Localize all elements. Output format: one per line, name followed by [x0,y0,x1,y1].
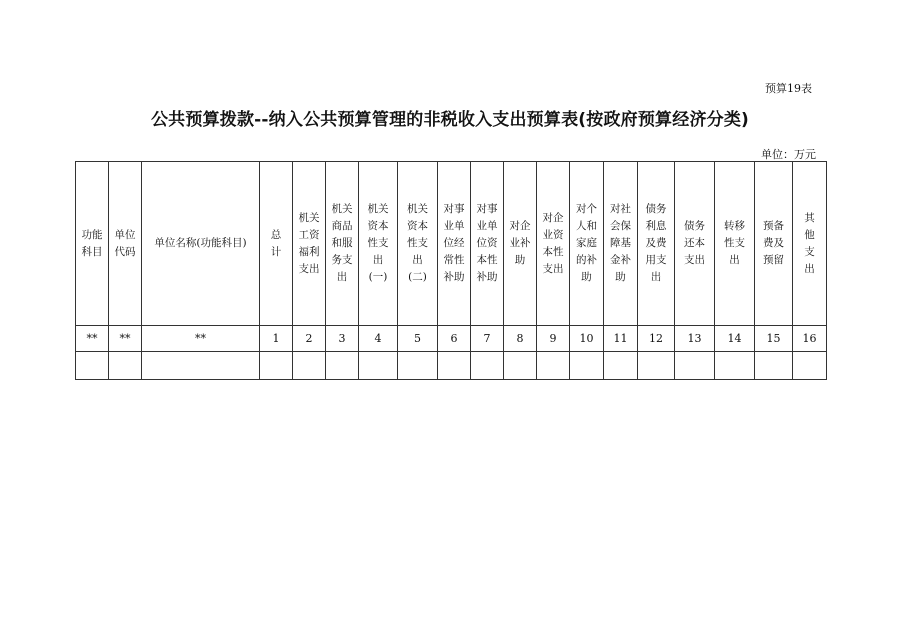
header-label: 转移 性支 出 [724,220,745,266]
header-cell [142,162,260,326]
empty-cell [604,352,638,380]
header-cell [359,162,398,326]
header-label: 机关 资本 性支 出 (一) [367,203,389,283]
empty-cell [293,352,326,380]
index-cell: 1 [260,326,293,352]
empty-row [76,352,827,380]
index-cell: 7 [471,326,504,352]
page-title: 公共预算拨款--纳入公共预算管理的非税收入支出预算表(按政府预算经济分类) [150,110,750,130]
header-label: 债务 利息 及费 用支 出 [645,203,667,283]
header-cell [293,162,326,326]
header-label: 对个 人和 家庭 的补 助 [576,203,597,283]
header-cell [604,162,638,326]
index-cell: 10 [570,326,604,352]
empty-cell [755,352,793,380]
index-cell: 15 [755,326,793,352]
header-label: 机关 工资 福利 支出 [298,211,320,275]
empty-cell [359,352,398,380]
header-label: 对企 业资 本性 支出 [542,211,564,275]
header-cell [326,162,359,326]
budget-table [75,161,827,380]
empty-cell [793,352,827,380]
empty-cell [675,352,715,380]
header-label: 总 计 [270,228,282,258]
header-label: 机关 资本 性支 出 (二) [407,203,428,283]
header-cell [76,162,109,326]
index-cell: 5 [398,326,438,352]
header-cell [675,162,715,326]
index-cell: 9 [537,326,570,352]
index-cell: 12 [638,326,675,352]
header-label: 单位名称(功能科目) [154,237,247,249]
table-id: 预算19表 [765,82,812,95]
index-cell: 6 [438,326,471,352]
empty-cell [570,352,604,380]
header-label: 其 他 支 出 [804,211,815,275]
index-cell: 4 [359,326,398,352]
empty-cell [326,352,359,380]
empty-cell [504,352,537,380]
header-label: 功能 科目 [81,228,103,258]
empty-cell [398,352,438,380]
index-cell: 2 [293,326,326,352]
index-cell: 3 [326,326,359,352]
header-cell [260,162,293,326]
header-cell [438,162,471,326]
empty-cell [438,352,471,380]
header-cell [109,162,142,326]
index-cell: 14 [715,326,755,352]
empty-cell [471,352,504,380]
index-cell: ** [142,326,260,352]
header-label: 债务 还本 支出 [684,220,705,266]
index-cell: ** [109,326,142,352]
empty-cell [142,352,260,380]
empty-cell [537,352,570,380]
empty-cell [638,352,675,380]
header-cell [537,162,570,326]
header-label: 对事 业单 位经 常性 补助 [443,203,465,283]
header-cell [755,162,793,326]
header-label: 对社 会保 障基 金补 助 [610,203,631,283]
header-cell [638,162,675,326]
header-label: 单位 代码 [114,228,136,258]
header-cell [504,162,537,326]
empty-cell [715,352,755,380]
index-row [76,326,827,352]
header-cell [471,162,504,326]
index-cell: 16 [793,326,827,352]
index-cell: ** [76,326,109,352]
header-cell [715,162,755,326]
header-cell [793,162,827,326]
empty-cell [109,352,142,380]
empty-cell [260,352,293,380]
empty-cell [76,352,109,380]
header-label: 机关 商品 和服 务支 出 [331,203,353,283]
header-label: 对企 业补 助 [509,220,531,266]
header-cell [398,162,438,326]
index-cell: 8 [504,326,537,352]
header-label: 预备 费及 预留 [763,220,784,266]
index-cell: 13 [675,326,715,352]
header-label: 对事 业单 位资 本性 补助 [476,203,498,283]
unit-label: 单位：万元 [761,148,816,161]
header-cell [570,162,604,326]
header-row [76,162,827,326]
index-cell: 11 [604,326,638,352]
